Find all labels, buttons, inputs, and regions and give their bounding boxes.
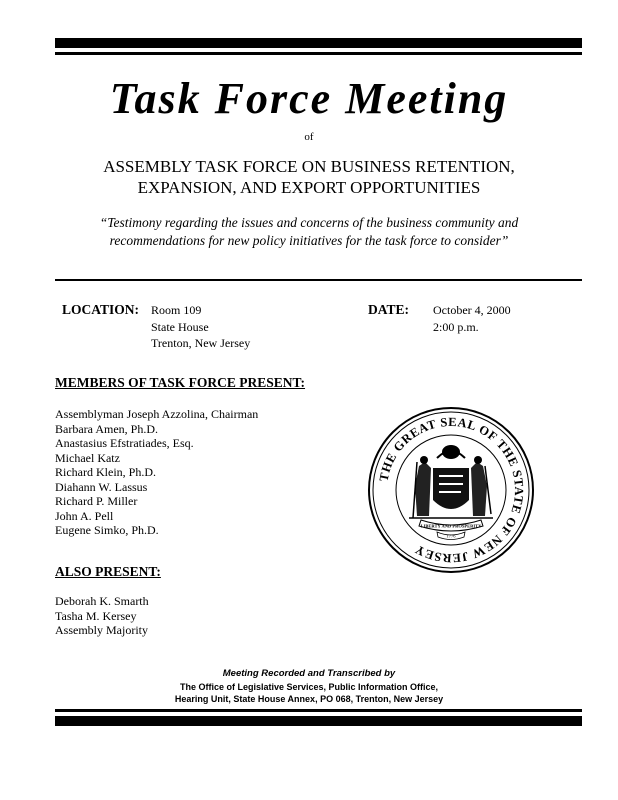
attendee-name: Tasha M. Kersey xyxy=(55,608,137,623)
location-label: LOCATION: xyxy=(62,302,140,317)
members-list xyxy=(55,407,258,538)
of-label: of xyxy=(304,131,314,143)
date-value xyxy=(433,302,511,335)
attendee-name: Assembly Majority xyxy=(55,623,148,637)
document-title: Task Force Meeting xyxy=(109,74,509,123)
attendee-name: Deborah K. Smarth xyxy=(55,594,149,608)
testimony-line-1: “Testimony regarding the issues and concerns of the business community and xyxy=(99,215,519,230)
committee-name xyxy=(0,156,618,198)
committee-line-1: ASSEMBLY TASK FORCE ON BUSINESS RETENTION, xyxy=(103,157,515,176)
date-label: DATE: xyxy=(368,302,410,317)
also-present-list xyxy=(55,594,149,638)
location-value xyxy=(151,302,250,352)
bottom-rule-thin xyxy=(55,709,582,712)
member-name: Richard P. Miller xyxy=(55,494,138,508)
date-line: 2:00 p.m. xyxy=(433,319,479,334)
member-name: Richard Klein, Ph.D. xyxy=(55,465,156,479)
seal-year: 1776 xyxy=(446,533,456,539)
seal-ring-text: THE GREAT SEAL OF THE STATE OF NEW JERSEY xyxy=(376,414,527,566)
footer-line-2: The Office of Legislative Services, Public Information Office, xyxy=(179,681,439,692)
member-name: John A. Pell xyxy=(55,508,114,523)
location-line: Trenton, New Jersey xyxy=(151,336,251,350)
members-heading: MEMBERS OF TASK FORCE PRESENT: xyxy=(55,375,306,390)
member-name: Diahann W. Lassus xyxy=(55,479,148,494)
transcription-credit xyxy=(0,668,618,706)
member-name: Assemblyman Joseph Azzolina, Chairman xyxy=(55,407,259,421)
top-rule-thin xyxy=(55,52,582,55)
date-line: October 4, 2000 xyxy=(433,303,511,317)
top-rule-thick xyxy=(55,38,582,48)
member-name: Anastasius Efstratiades, Esq. xyxy=(55,436,194,450)
testimony-subtitle xyxy=(0,214,618,250)
member-name: Michael Katz xyxy=(55,450,120,465)
bottom-rule-thick xyxy=(55,716,582,726)
footer-line-3: Hearing Unit, State House Annex, PO 068, Trenton, New Jersey xyxy=(174,694,444,704)
testimony-line-2: recommendations for new policy initiatives for the task force to consider” xyxy=(109,233,509,248)
location-line: Room 109 xyxy=(151,303,202,317)
member-name: Eugene Simko, Ph.D. xyxy=(55,523,159,537)
seal-motto: LIBERTY AND PROSPERITY xyxy=(420,523,482,529)
location-line: State House xyxy=(151,319,209,334)
member-name: Barbara Amen, Ph.D. xyxy=(55,421,158,436)
also-present-heading: ALSO PRESENT: xyxy=(55,564,161,579)
section-divider xyxy=(55,279,582,281)
committee-line-2: EXPANSION, AND EXPORT OPPORTUNITIES xyxy=(137,178,481,197)
footer-line-1: Meeting Recorded and Transcribed by xyxy=(222,668,396,679)
nj-great-seal-icon xyxy=(367,406,535,574)
